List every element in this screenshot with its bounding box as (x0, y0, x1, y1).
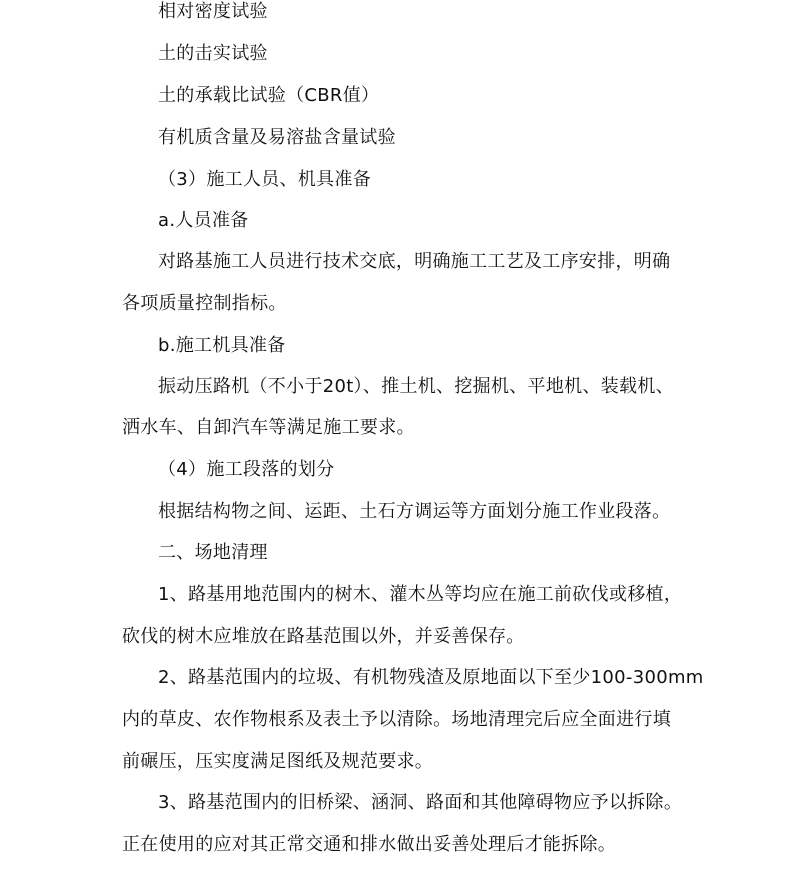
text-line: 土的击实试验 (158, 43, 268, 64)
paragraph-line: 内的草皮、农作物根系及表土予以清除。场地清理完后应全面进行填 (122, 709, 671, 730)
paragraph-line: 各项质量控制指标。 (122, 293, 287, 314)
paragraph-line: 正在使用的应对其正常交通和排水做出妥善处理后才能拆除。 (122, 834, 617, 855)
section-heading: 二、场地清理 (158, 542, 268, 563)
text-line: 土的承载比试验（CBR值） (158, 85, 380, 106)
paragraph-line: 振动压路机（不小于20t）、推土机、挖掘机、平地机、装载机、 (158, 376, 674, 397)
paragraph-line: 砍伐的树木应堆放在路基范围以外，并妥善保存。 (122, 626, 525, 647)
paragraph-line: 1、路基用地范围内的树木、灌木丛等均应在施工前砍伐或移植， (158, 584, 683, 605)
text-line: 有机质含量及易溶盐含量试验 (158, 127, 396, 148)
text-line: 相对密度试验 (158, 1, 268, 22)
paragraph-line: 3、路基范围内的旧桥梁、涵洞、路面和其他障碍物应予以拆除。 (158, 792, 683, 813)
subsection-heading: a.人员准备 (158, 210, 249, 231)
subsection-heading: b.施工机具准备 (158, 335, 286, 356)
paragraph-line: 对路基施工人员进行技术交底，明确施工工艺及工序安排，明确 (158, 251, 671, 272)
section-heading: （4）施工段落的划分 (158, 459, 335, 480)
paragraph-line: 2、路基范围内的垃圾、有机物残渣及原地面以下至少100-300mm (158, 667, 704, 688)
paragraph-line: 前碾压，压实度满足图纸及规范要求。 (122, 751, 434, 772)
paragraph-line: 根据结构物之间、运距、土石方调运等方面划分施工作业段落。 (158, 501, 671, 522)
paragraph-line: 洒水车、自卸汽车等满足施工要求。 (122, 417, 415, 438)
section-heading: （3）施工人员、机具准备 (158, 169, 372, 190)
